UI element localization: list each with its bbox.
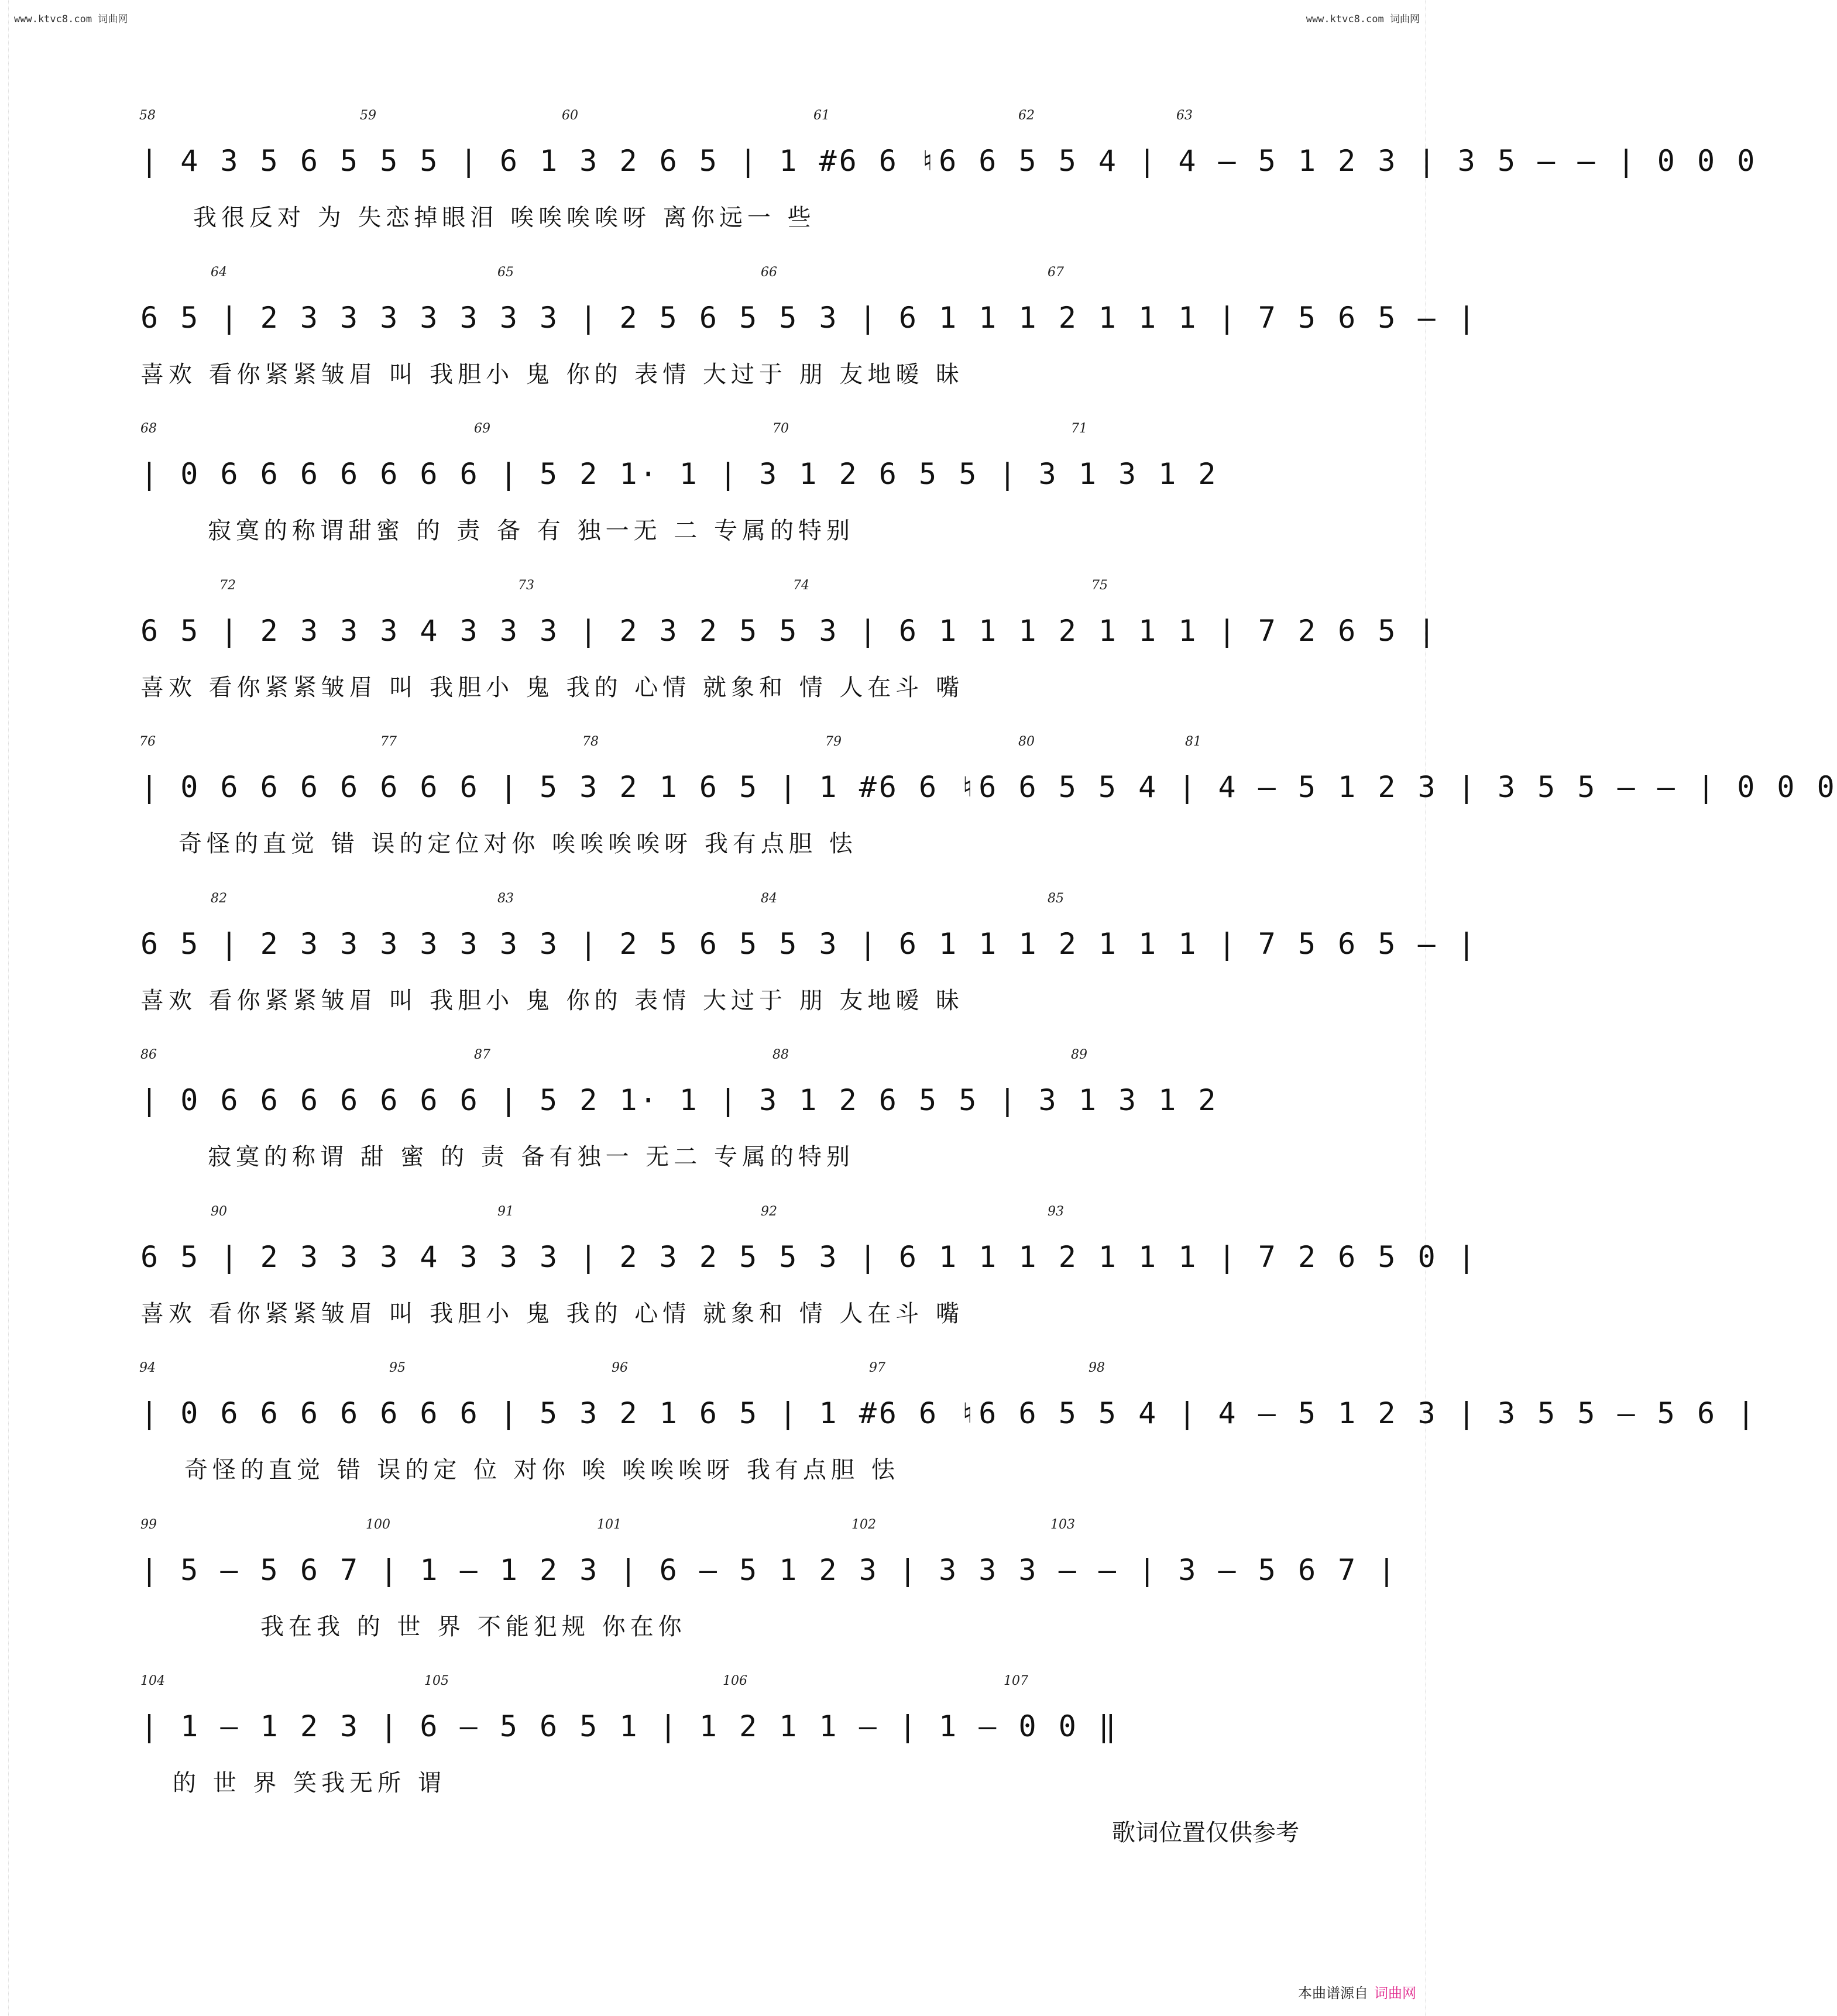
lyrics-line: 喜欢 看你紧紧皱眉 叫 我胆小 鬼 你的 表情 大过于 朋 友地暧 昧 <box>140 361 964 388</box>
notation-line: | 4 3 5 6 5 5 5 | 6 1 3 2 6 5 | 1 #6 6 ♮6 6 5 5 4 | 4 — 5 1 2 3 | 3 5 — — | 0 0 0 <box>140 144 1757 178</box>
measure-number: 66 <box>761 265 777 280</box>
measure-number: 97 <box>869 1361 885 1375</box>
score-system-8 <box>129 1204 1478 1327</box>
notation-line: 6 5 | 2 3 3 3 3 3 3 3 | 2 5 6 5 5 3 | 6 1 1 1 2 1 1 1 | 7 5 6 5 — | <box>140 927 1478 961</box>
score-system-6 <box>129 891 1478 1014</box>
measure-number: 77 <box>380 734 397 749</box>
notation-line: | 5 — 5 6 7 | 1 — 1 2 3 | 6 — 5 1 2 3 | 3 3 3 — — | 3 — 5 6 7 | <box>140 1553 1398 1587</box>
score-system-10 <box>129 1517 1398 1640</box>
measure-number: 69 <box>474 421 490 436</box>
notation-line: | 0 6 6 6 6 6 6 6 | 5 3 2 1 6 5 | 1 #6 6 ♮6 6 5 5 4 | 4 — 5 1 2 3 | 3 5 5 — 5 6 | <box>140 1396 1757 1430</box>
lyrics-position-note: 歌词位置仅供参考 <box>1112 1819 1299 1846</box>
measure-number: 78 <box>582 734 599 749</box>
lyrics-line: 喜欢 看你紧紧皱眉 叫 我胆小 鬼 你的 表情 大过于 朋 友地暧 昧 <box>140 987 964 1014</box>
notation-line: 6 5 | 2 3 3 3 3 3 3 3 | 2 5 6 5 5 3 | 6 1 1 1 2 1 1 1 | 7 5 6 5 — | <box>140 301 1478 335</box>
score-system-7 <box>129 1048 1311 1170</box>
notation-line: | 0 6 6 6 6 6 6 6 | 5 2 1· 1 | 3 1 2 6 5 5 | 3 1 3 1 2 <box>140 457 1218 491</box>
lyrics-line: 奇怪的直觉 错 误的定 位 对你 唉 唉唉唉呀 我有点胆 怯 <box>184 1457 899 1483</box>
measure-number: 60 <box>562 108 578 123</box>
notation-line: | 0 6 6 6 6 6 6 6 | 5 2 1· 1 | 3 1 2 6 5 5 | 3 1 3 1 2 <box>140 1083 1218 1117</box>
lyrics-line: 寂寞的称谓 甜 蜜 的 责 备有独一 无二 专属的特别 <box>208 1143 855 1170</box>
lyrics-line: 喜欢 看你紧紧皱眉 叫 我胆小 鬼 我的 心情 就象和 情 人在斗 嘴 <box>140 674 964 701</box>
measure-number: 101 <box>597 1517 622 1532</box>
measure-number: 81 <box>1185 734 1201 749</box>
measure-number: 72 <box>219 578 236 593</box>
measure-number: 74 <box>793 578 809 593</box>
measure-number: 98 <box>1089 1361 1105 1375</box>
lyrics-line: 我很反对 为 失恋掉眼泪 唉唉唉唉呀 离你远一 些 <box>193 204 816 231</box>
score-system-4 <box>129 578 1438 701</box>
measure-number: 68 <box>140 421 157 436</box>
source-label: 本曲谱源自 <box>1298 1985 1368 2001</box>
measure-number: 107 <box>1004 1674 1028 1688</box>
source-badge[interactable] <box>1298 1981 1416 2002</box>
measure-number: 63 <box>1176 108 1193 123</box>
lyrics-line: 我在我 的 世 界 不能犯规 你在你 <box>260 1613 686 1640</box>
measure-number: 106 <box>723 1674 747 1688</box>
score-system-5 <box>129 734 1837 857</box>
measure-number: 64 <box>211 265 227 280</box>
measure-number: 93 <box>1048 1204 1064 1219</box>
score-system-2 <box>129 265 1478 388</box>
measure-number: 67 <box>1048 265 1064 280</box>
lyrics-line: 奇怪的直觉 错 误的定位对你 唉唉唉唉呀 我有点胆 怯 <box>178 830 857 857</box>
measure-number: 88 <box>772 1048 789 1062</box>
measure-number: 70 <box>772 421 789 436</box>
score-system-9 <box>129 1361 1757 1483</box>
measure-number: 61 <box>813 108 830 123</box>
measure-number: 79 <box>825 734 842 749</box>
notation-line: | 1 — 1 2 3 | 6 — 5 6 5 1 | 1 2 1 1 — | 1 — 0 0 ‖ <box>140 1709 1119 1743</box>
measure-number: 100 <box>366 1517 390 1532</box>
measure-number: 75 <box>1091 578 1108 593</box>
notation-line: | 0 6 6 6 6 6 6 6 | 5 3 2 1 6 5 | 1 #6 6 ♮6 6 5 5 4 | 4 — 5 1 2 3 | 3 5 5 — — | 0 0 0 <box>140 770 1837 804</box>
measure-number: 59 <box>360 108 376 123</box>
notation-line: 6 5 | 2 3 3 3 4 3 3 3 | 2 3 2 5 5 3 | 6 1 1 1 2 1 1 1 | 7 2 6 5 | <box>140 614 1438 648</box>
measure-number: 83 <box>497 891 514 906</box>
measure-number: 104 <box>140 1674 165 1688</box>
measure-number: 103 <box>1050 1517 1075 1532</box>
measure-number: 92 <box>761 1204 777 1219</box>
measure-number: 73 <box>518 578 534 593</box>
measure-number: 94 <box>139 1361 156 1375</box>
lyrics-line: 的 世 界 笑我无所 谓 <box>173 1770 446 1797</box>
measure-number: 86 <box>140 1048 157 1062</box>
score-system-3 <box>129 421 1311 544</box>
measure-number: 65 <box>497 265 514 280</box>
measure-number: 105 <box>424 1674 449 1688</box>
measure-number: 84 <box>761 891 777 906</box>
lyrics-line: 寂寞的称谓甜蜜 的 责 备 有 独一无 二 专属的特别 <box>208 517 855 544</box>
brand-logo-text[interactable]: 词曲网 <box>1374 1985 1416 2001</box>
measure-number: 89 <box>1071 1048 1087 1062</box>
measure-number: 76 <box>139 734 156 749</box>
measure-number: 102 <box>851 1517 876 1532</box>
header-site-left[interactable]: www.ktvc8.com 词曲网 <box>14 13 128 25</box>
measure-number: 87 <box>474 1048 490 1062</box>
measure-number: 95 <box>389 1361 406 1375</box>
score-system-1 <box>129 108 1757 231</box>
notation-line: 6 5 | 2 3 3 3 4 3 3 3 | 2 3 2 5 5 3 | 6 1 1 1 2 1 1 1 | 7 2 6 5 0 | <box>140 1240 1478 1274</box>
measure-number: 80 <box>1018 734 1035 749</box>
measure-number: 58 <box>139 108 156 123</box>
measure-number: 90 <box>211 1204 227 1219</box>
header-site-right[interactable]: www.ktvc8.com 词曲网 <box>1306 13 1420 25</box>
measure-number: 82 <box>211 891 227 906</box>
side-strip-left <box>0 0 9 2016</box>
lyrics-line: 喜欢 看你紧紧皱眉 叫 我胆小 鬼 我的 心情 就象和 情 人在斗 嘴 <box>140 1300 964 1327</box>
measure-number: 99 <box>140 1517 157 1532</box>
measure-number: 91 <box>497 1204 514 1219</box>
score-system-11 <box>129 1674 1311 1797</box>
measure-number: 96 <box>612 1361 628 1375</box>
measure-number: 71 <box>1071 421 1087 436</box>
measure-number: 62 <box>1018 108 1035 123</box>
measure-number: 85 <box>1048 891 1064 906</box>
